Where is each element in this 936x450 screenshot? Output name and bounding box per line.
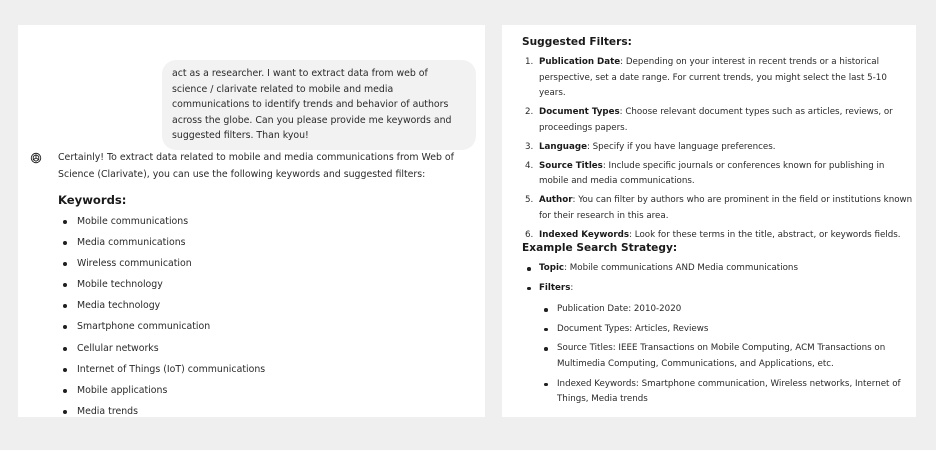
example-filter-item: Indexed Keywords: Smartphone communication, Wireless networks, Internet of Things, Media trends (539, 377, 914, 408)
keyword-item: Wireless communication (58, 256, 265, 277)
filter-item-source-titles (522, 159, 914, 190)
keywords-list (58, 214, 265, 417)
suggested-filters-list (522, 55, 914, 247)
example-filter-item: Source Titles: IEEE Transactions on Mobile Computing, ACM Transactions on Multimedia Computing, Communications, and Applications, etc. (539, 341, 914, 372)
filter-title: Publication Date (539, 57, 621, 67)
filter-title: Source Titles (539, 160, 603, 171)
example-topic-item (522, 261, 914, 277)
example-filters-item (522, 281, 914, 408)
filter-title: Language (539, 141, 587, 152)
chat-panel-left (18, 25, 485, 417)
assistant-intro-text: Certainly! To extract data related to mobile and media communications from Web of Science (Clarivate), you can use the following keywords and suggested filters: (58, 152, 454, 180)
example-search-heading: Example Search Strategy: (522, 242, 678, 254)
keyword-item: Media communications (58, 235, 265, 256)
filter-item-author (522, 193, 914, 224)
filter-text: : You can filter by authors who are prominent in the field or institutions known for their research in this area. (539, 195, 913, 221)
keywords-heading: Keywords: (58, 193, 127, 207)
filter-number: 5. (525, 195, 534, 206)
filter-text: : Look for these terms in the title, abstract, or keywords fields. (629, 229, 901, 240)
filter-number: 3. (525, 141, 534, 152)
filter-number: 1. (525, 57, 534, 67)
filter-item-document-types (522, 105, 914, 136)
filter-text: : Include specific journals or conferences known for publishing in mobile and media communications. (539, 160, 885, 187)
filter-title: Document Types (539, 107, 620, 118)
keyword-item: Mobile communications (58, 214, 265, 235)
suggested-filters-heading: Suggested Filters: (522, 36, 632, 48)
filter-item-publication-date (522, 55, 914, 102)
filter-text: : Specify if you have language preferences. (586, 141, 776, 152)
filter-number: 4. (525, 160, 534, 171)
filter-title: Indexed Keywords (539, 229, 630, 240)
keyword-item: Media trends (58, 404, 265, 417)
filters-colon: : (570, 282, 574, 293)
keyword-item: Cellular networks (58, 341, 265, 362)
filter-title: Author (539, 195, 573, 206)
filter-text: : Choose relevant document types such as articles, reviews, or proceedings papers. (539, 107, 893, 133)
keyword-item: Internet of Things (IoT) communications (58, 362, 265, 383)
filter-item-language (522, 140, 914, 156)
filter-number: 2. (525, 107, 534, 118)
topic-label: Topic (539, 263, 565, 273)
example-search-list (522, 261, 914, 412)
keyword-item: Mobile technology (58, 277, 265, 298)
keyword-item: Smartphone communication (58, 319, 265, 340)
example-filter-item: Publication Date: 2010-2020 (539, 302, 914, 318)
filter-text: : Depending on your interest in recent trends or a historical perspective, set a date range. For current trends, you might select the last 5-10 years. (539, 57, 887, 98)
example-filters-sublist (539, 302, 914, 408)
chat-panel-right (502, 25, 916, 417)
filters-label: Filters (539, 282, 571, 293)
keyword-item: Mobile applications (58, 383, 265, 404)
keyword-item: Media technology (58, 298, 265, 319)
example-filter-item: Document Types: Articles, Reviews (539, 322, 914, 338)
filter-number: 6. (525, 229, 534, 240)
openai-logo-icon (30, 152, 42, 164)
user-message-bubble: act as a researcher. I want to extract data from web of science / clarivate related to mobile and media communications to identify trends and behavior of authors across the globe. Can you please provide me keywords and suggested filters. Than kyou! (162, 60, 476, 150)
topic-text: : Mobile communications AND Media communications (564, 263, 798, 273)
